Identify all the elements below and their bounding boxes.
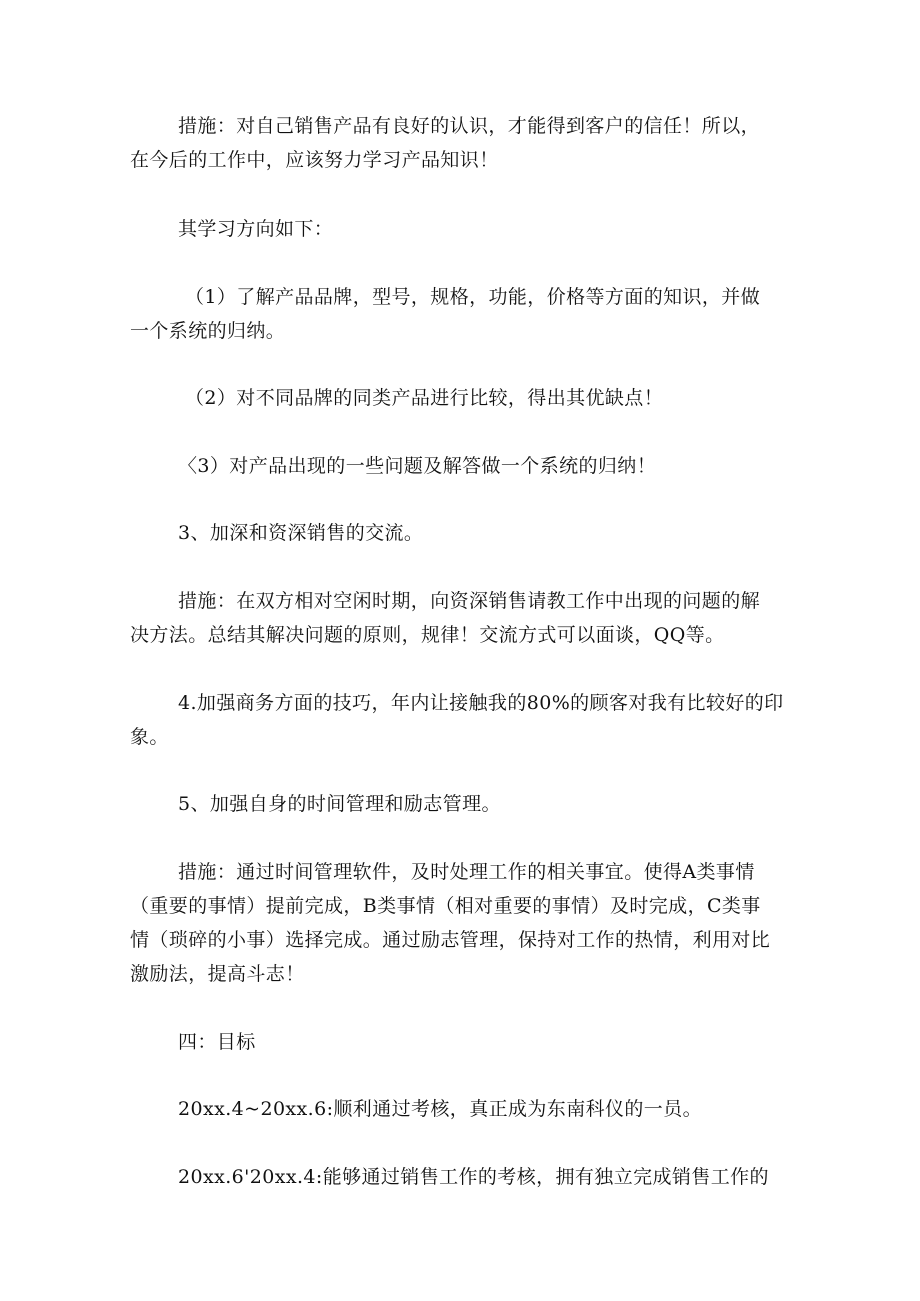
section-5-measure-line-3: 情（琐碎的小事）选择完成。通过励志管理，保持对工作的热情，利用对比 — [130, 929, 771, 951]
study-direction-heading: 其学习方向如下： — [178, 218, 334, 240]
section-5-measure-line-2: （重要的事情）提前完成，B类事情（相对重要的事情）及时完成，C类事 — [130, 895, 761, 917]
section-5-heading: 5、加强自身的时间管理和励志管理。 — [178, 793, 501, 815]
goals-heading: 四：目标 — [178, 1031, 256, 1053]
section-3-measure-line-1: 措施：在双方相对空闲时期，向资深销售请教工作中出现的问题的解 — [178, 590, 761, 612]
item-2: （2）对不同品牌的同类产品进行比较，得出其优缺点！ — [185, 387, 664, 409]
goal-2: 20xx.6'20xx.4:能够通过销售工作的考核，拥有独立完成销售工作的 — [178, 1166, 769, 1188]
section-3-measure-line-2: 决方法。总结其解决问题的原则，规律！交流方式可以面谈，QQ等。 — [130, 624, 725, 646]
measure-line-1: 措施：对自己销售产品有良好的认识，才能得到客户的信任！所以， — [178, 115, 761, 137]
item-1-line-2: 一个系统的归纳。 — [130, 320, 286, 342]
section-4-line-1: 4.加强商务方面的技巧，年内让接触我的80%的顾客对我有比较好的印 — [178, 692, 784, 714]
section-5-measure-line-4: 激励法，提高斗志！ — [130, 963, 305, 985]
section-4-line-2: 象。 — [130, 726, 169, 748]
section-5-measure-line-1: 措施：通过时间管理软件，及时处理工作的相关事宜。使得A类事情 — [178, 861, 755, 883]
item-3: 〈3）对产品出现的一些问题及解答做一个系统的归纳！ — [178, 455, 657, 477]
section-3-heading: 3、加深和资深销售的交流。 — [178, 522, 424, 544]
item-1-line-1: （1）了解产品品牌，型号，规格，功能，价格等方面的知识，并做 — [185, 286, 761, 308]
goal-1: 20xx.4~20xx.6:顺利通过考核，真正成为东南科仪的一员。 — [178, 1098, 702, 1120]
measure-line-2: 在今后的工作中，应该努力学习产品知识！ — [130, 149, 499, 171]
